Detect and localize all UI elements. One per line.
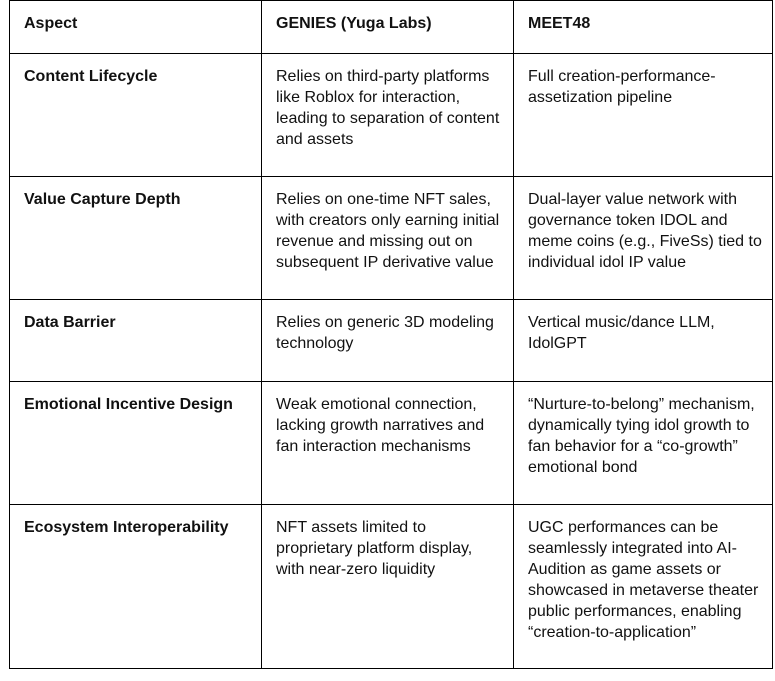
genies-cell: Weak emotional connection, lacking growth narratives and fan interaction mechanisms <box>262 382 514 505</box>
genies-cell: Relies on generic 3D modeling technology <box>262 300 514 382</box>
header-aspect: Aspect <box>10 1 262 54</box>
aspect-cell: Data Barrier <box>10 300 262 382</box>
comparison-table <box>9 0 773 669</box>
table-row <box>10 300 773 382</box>
table-row <box>10 177 773 300</box>
table-row <box>10 382 773 505</box>
header-genies: GENIES (Yuga Labs) <box>262 1 514 54</box>
meet48-cell: “Nurture-to-belong” mechanism, dynamically tying idol growth to fan behavior for a “co-growth” emotional bond <box>514 382 773 505</box>
aspect-cell: Content Lifecycle <box>10 54 262 177</box>
meet48-cell: Dual-layer value network with governance token IDOL and meme coins (e.g., FiveSs) tied to individual idol IP value <box>514 177 773 300</box>
table-header-row <box>10 1 773 54</box>
aspect-cell: Ecosystem Interoperability <box>10 505 262 669</box>
aspect-cell: Value Capture Depth <box>10 177 262 300</box>
header-meet48: MEET48 <box>514 1 773 54</box>
genies-cell: Relies on one-time NFT sales, with creators only earning initial revenue and missing out on subsequent IP derivative value <box>262 177 514 300</box>
table-row <box>10 54 773 177</box>
meet48-cell: UGC performances can be seamlessly integrated into AI-Audition as game assets or showcased in metaverse theater public performances, enabling “creation-to-application” <box>514 505 773 669</box>
table-row <box>10 505 773 669</box>
genies-cell: Relies on third-party platforms like Roblox for interaction, leading to separation of content and assets <box>262 54 514 177</box>
meet48-cell: Vertical music/dance LLM, IdolGPT <box>514 300 773 382</box>
aspect-cell: Emotional Incentive Design <box>10 382 262 505</box>
meet48-cell: Full creation-performance-assetization pipeline <box>514 54 773 177</box>
genies-cell: NFT assets limited to proprietary platform display, with near-zero liquidity <box>262 505 514 669</box>
